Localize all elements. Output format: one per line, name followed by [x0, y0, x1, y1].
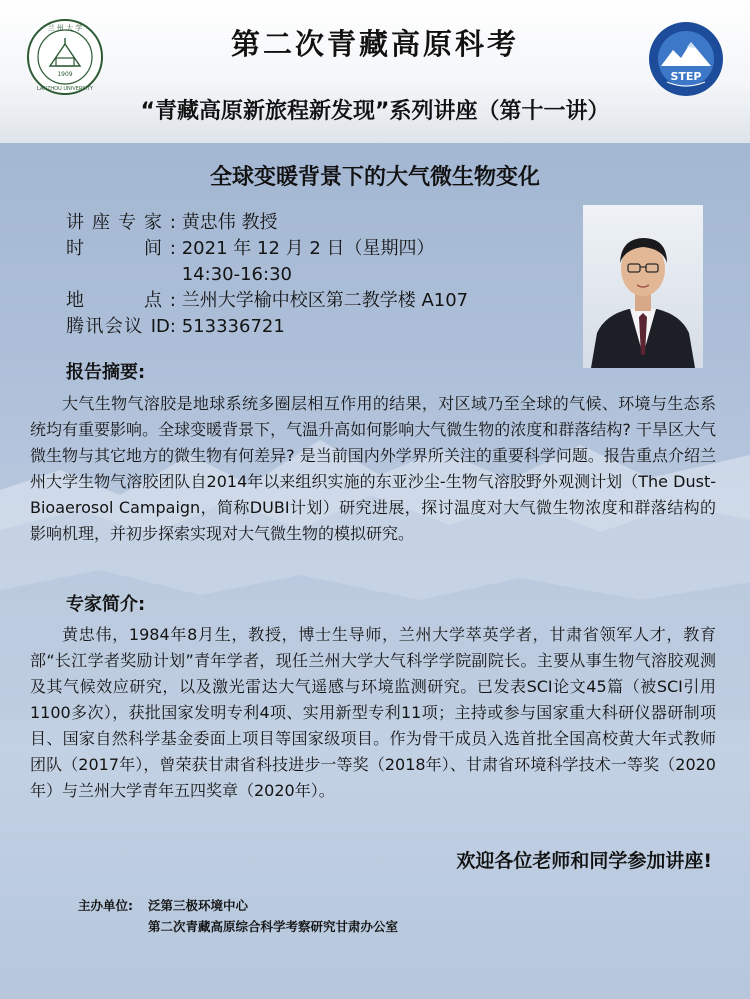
step-logo-icon	[647, 20, 725, 98]
lecture-info	[66, 210, 468, 340]
welcome-message: 欢迎各位老师和同学参加讲座!	[456, 850, 712, 872]
info-row-location	[66, 288, 468, 314]
organizer-1: 泛第三极环境中心	[148, 898, 249, 913]
info-label: 讲座专家:	[66, 212, 176, 233]
info-row-time	[66, 236, 468, 262]
info-label: 地 点:	[66, 290, 176, 311]
bio-title: 专家简介:	[66, 594, 146, 615]
svg-text:STEP: STEP	[670, 70, 702, 83]
info-row-meeting-id	[66, 314, 468, 340]
header-banner	[0, 0, 750, 143]
bio-text: 黄忠伟，1984年8月生，教授，博士生导师，兰州大学萃英学者，甘肃省领军人才，教育部“长江学者奖励计划”青年学者，现任兰州大学大气科学学院副院长。主要从事生物气溶胶观测及其气候效应研究，以及激光雷达大气遥感与环境监测研究。已发表SCI论文45篇（被SCI引用1100多次），获批国家发明专利4项、实用新型专利11项；主持或参与国家重大科研仪器研制项目、国家自然科学基金委面上项目等国家级项目。作为骨干成员入选首批全国高校黄大年式教师团队（2017年），曾荣获甘肃省科技进步一等奖（2018年）、甘肃省环境科学技术一等奖（2020年）与兰州大学青年五四奖章（2020年）。	[30, 625, 716, 800]
info-value: 14:30-16:30	[181, 264, 292, 285]
info-value: 2021 年 12 月 2 日（星期四）	[181, 238, 435, 259]
lecture-topic: 全球变暖背景下的大气微生物变化	[209, 165, 540, 190]
organizer-label: 主办单位:	[78, 898, 133, 913]
abstract-text: 大气生物气溶胶是地球系统多圈层相互作用的结果，对区域乃至全球的气候、环境与生态系统均有重要影响。全球变暖背景下，气温升高如何影响大气微生物的浓度和群落结构? 干旱区大气微生物与其它地方的微生物有何差异? 是当前国内外学界所关注的重要科学问题。报告重点介绍兰州大学生物气溶胶团队自2014年以来组织实施的东亚沙尘-生物气溶胶野外观测计划（The Dust-Bioaerosol Campaign，简称DUBI计划）研究进展，探讨温度对大气微生物浓度和群落结构的影响机理，并初步探索实现对大气微生物的模拟研究。	[30, 394, 716, 543]
speaker-portrait	[583, 205, 703, 368]
svg-text:LANZHOU UNIVERSITY: LANZHOU UNIVERSITY	[36, 86, 94, 92]
info-value: 513336721	[181, 316, 285, 337]
info-label: 腾讯会议 ID:	[66, 316, 176, 337]
svg-text:1909: 1909	[57, 71, 73, 78]
info-value: 兰州大学榆中校区第二教学楼 A107	[181, 290, 469, 311]
info-label: 时 间:	[66, 238, 176, 259]
svg-text:兰 州 大 学: 兰 州 大 学	[47, 24, 83, 32]
organizer-2: 第二次青藏高原综合科学考察研究甘肃办公室	[148, 919, 399, 934]
speaker-portrait-image	[583, 205, 703, 368]
series-title: “青藏高原新旅程新发现”系列讲座（第十一讲）	[140, 99, 610, 124]
info-row-speaker	[66, 210, 468, 236]
info-row-time-range	[66, 262, 468, 288]
abstract-title: 报告摘要:	[66, 362, 146, 383]
main-title: 第二次青藏高原科考	[230, 27, 519, 61]
info-value: 黄忠伟 教授	[181, 212, 278, 233]
